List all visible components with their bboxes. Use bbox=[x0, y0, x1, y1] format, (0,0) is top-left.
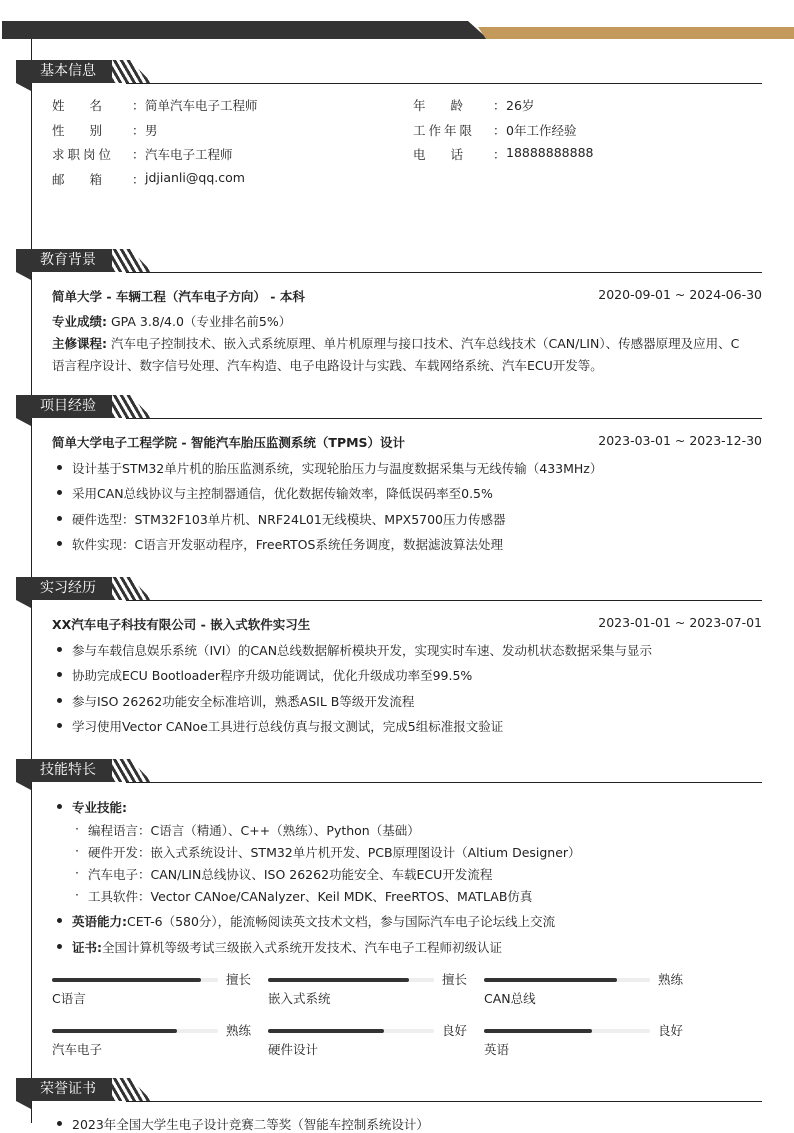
internship-title: XX汽车电子科技有限公司 - 嵌入式软件实习生 bbox=[52, 617, 311, 632]
skill-fill bbox=[484, 1029, 592, 1033]
education-date: 2020-09-01 ~ 2024-06-30 bbox=[598, 287, 762, 302]
email-value: jdjianli@qq.com bbox=[145, 170, 245, 185]
project-org: 简单大学电子工程学院 bbox=[52, 435, 178, 450]
section-title: 实习经历 bbox=[16, 577, 116, 600]
gender-label: 性 别 bbox=[52, 123, 103, 138]
courses-line bbox=[52, 334, 739, 352]
cert-line bbox=[72, 938, 502, 956]
cert-value: 全国计算机等级考试三级嵌入式系统开发技术、汽车电子工程师初级认证 bbox=[102, 940, 503, 955]
name-value: 简单汽车电子工程师 bbox=[145, 98, 258, 113]
fold-decoration bbox=[16, 272, 31, 280]
stripes-decoration bbox=[112, 249, 154, 272]
stripes-decoration bbox=[112, 759, 154, 782]
skill-name: 汽车电子 bbox=[52, 1042, 103, 1057]
skill-fill bbox=[52, 978, 201, 982]
skill-name: CAN总线 bbox=[484, 991, 536, 1006]
skill-track bbox=[52, 1029, 218, 1033]
email-label: 邮 箱 bbox=[52, 172, 103, 187]
skill-level: 擅长 bbox=[226, 972, 252, 987]
skill-fill bbox=[52, 1029, 177, 1033]
colon: ： bbox=[493, 147, 506, 162]
gpa-label: 专业成绩: bbox=[52, 314, 107, 329]
colon: ： bbox=[493, 123, 506, 138]
skill-bar-item bbox=[268, 1021, 468, 1061]
skill-track bbox=[484, 1029, 650, 1033]
project-date: 2023-03-01 ~ 2023-12-30 bbox=[598, 433, 762, 448]
role: 嵌入式软件实习生 bbox=[210, 617, 311, 632]
skill-bar-item bbox=[484, 970, 684, 1010]
divider bbox=[126, 272, 762, 273]
section-title: 荣誉证书 bbox=[16, 1078, 116, 1101]
age-label: 年 龄 bbox=[413, 98, 464, 113]
years-label: 工作年限 bbox=[413, 123, 476, 138]
skill-bar-item bbox=[52, 1021, 252, 1061]
skill-track bbox=[268, 978, 434, 982]
colon: ： bbox=[132, 123, 145, 138]
section-title: 教育背景 bbox=[16, 249, 116, 272]
list-item: 参与ISO 26262功能安全标准培训，熟悉ASIL B等级开发流程 bbox=[72, 694, 415, 709]
section-header-skills bbox=[16, 759, 762, 789]
section-title: 项目经验 bbox=[16, 395, 116, 418]
sub-item: · 汽车电子：CAN/LIN总线协议、ISO 26262功能安全、车载ECU开发流程 bbox=[88, 865, 492, 883]
skill-name: 英语 bbox=[484, 1042, 510, 1057]
skill-track bbox=[52, 978, 218, 982]
school: 简单大学 bbox=[52, 289, 103, 304]
cert-label: 证书: bbox=[72, 940, 102, 955]
age-value: 26岁 bbox=[506, 98, 535, 113]
gpa-line bbox=[52, 312, 291, 330]
gender-value: 男 bbox=[145, 123, 158, 138]
divider bbox=[126, 600, 762, 601]
skill-level: 熟练 bbox=[658, 972, 684, 987]
skill-track bbox=[268, 1029, 434, 1033]
colon: ： bbox=[132, 98, 145, 113]
job-value: 汽车电子工程师 bbox=[145, 147, 233, 162]
list-item: 参与车载信息娱乐系统（IVI）的CAN总线数据解析模块开发，实现实时车速、发动机状态数据采集与显示 bbox=[72, 643, 653, 658]
gpa-value: GPA 3.8/4.0（专业排名前5%） bbox=[110, 314, 292, 329]
fold-decoration bbox=[16, 782, 31, 790]
education-title: 简单大学 - 车辆工程（汽车电子方向） - 本科 bbox=[52, 289, 305, 304]
divider bbox=[126, 418, 762, 419]
colon: ： bbox=[132, 172, 145, 187]
stripes-decoration bbox=[112, 395, 154, 418]
skill-name: 硬件设计 bbox=[268, 1042, 319, 1057]
section-title: 基本信息 bbox=[16, 60, 116, 83]
english-label: 英语能力: bbox=[72, 914, 127, 929]
list-item: 2023年全国大学生电子设计竞赛二等奖（智能车控制系统设计） bbox=[72, 1117, 429, 1132]
name-label: 姓 名 bbox=[52, 98, 103, 113]
section-header-education bbox=[16, 249, 762, 279]
internship-date: 2023-01-01 ~ 2023-07-01 bbox=[598, 615, 762, 630]
divider bbox=[126, 1101, 762, 1102]
skill-bar-item bbox=[52, 970, 252, 1010]
company: XX汽车电子科技有限公司 bbox=[52, 617, 197, 632]
top-banner-dark bbox=[2, 21, 488, 39]
top-banner-gold bbox=[478, 27, 794, 39]
skill-level: 熟练 bbox=[226, 1023, 252, 1038]
courses-line-2: 语言程序设计、数字信号处理、汽车构造、电子电路设计与实践、车载网络系统、汽车ECU开发等。 bbox=[52, 358, 603, 373]
skill-fill bbox=[484, 978, 617, 982]
list-item: 协助完成ECU Bootloader程序升级功能调试，优化升级成功率至99.5% bbox=[72, 668, 473, 683]
colon: ： bbox=[493, 98, 506, 113]
fold-decoration bbox=[16, 418, 31, 426]
stripes-decoration bbox=[112, 60, 154, 83]
stripes-decoration bbox=[112, 1078, 154, 1101]
list-item: 设计基于STM32单片机的胎压监测系统，实现轮胎压力与温度数据采集与无线传输（433MHz） bbox=[72, 461, 603, 476]
english-value: CET-6（580分），能流畅阅读英文技术文档，参与国际汽车电子论坛线上交流 bbox=[127, 914, 556, 929]
list-item: 学习使用Vector CANoe工具进行总线仿真与报文测试，完成5组标准报文验证 bbox=[72, 719, 504, 734]
skill-level: 良好 bbox=[658, 1023, 684, 1038]
sub-item: · 编程语言：C语言（精通）、C++（熟练）、Python（基础） bbox=[88, 821, 420, 839]
skill-bar-item bbox=[484, 1021, 684, 1061]
stripes-decoration bbox=[112, 577, 154, 600]
section-header-honors bbox=[16, 1078, 762, 1108]
skill-track bbox=[484, 978, 650, 982]
sub-item: · 工具软件：Vector CANoe/CANalyzer、Keil MDK、FreeRTOS、MATLAB仿真 bbox=[88, 887, 532, 905]
section-header-project bbox=[16, 395, 762, 425]
fold-decoration bbox=[16, 83, 31, 91]
skill-level: 擅长 bbox=[442, 972, 468, 987]
fold-decoration bbox=[16, 1101, 31, 1109]
divider bbox=[126, 83, 762, 84]
phone-value: 18888888888 bbox=[506, 145, 594, 160]
english-line bbox=[72, 912, 555, 930]
courses-value: 汽车电子控制技术、嵌入式系统原理、单片机原理与接口技术、汽车总线技术（CAN/LIN）、传感器原理及应用、C bbox=[110, 336, 740, 351]
sub-item: · 硬件开发：嵌入式系统设计、STM32单片机开发、PCB原理图设计（Altium Designer） bbox=[88, 843, 581, 861]
phone-label: 电 话 bbox=[413, 147, 464, 162]
list-item: 硬件选型：STM32F103单片机、NRF24L01无线模块、MPX5700压力传感器 bbox=[72, 512, 506, 527]
degree: 本科 bbox=[279, 289, 305, 304]
fold-decoration bbox=[16, 600, 31, 608]
skill-name: C语言 bbox=[52, 991, 86, 1006]
section-title: 技能特长 bbox=[16, 759, 116, 782]
skill-level: 良好 bbox=[442, 1023, 468, 1038]
colon: ： bbox=[132, 147, 145, 162]
list-item: 软件实现：C语言开发驱动程序，FreeRTOS系统任务调度，数据滤波算法处理 bbox=[72, 537, 503, 552]
skill-bar-item bbox=[268, 970, 468, 1010]
project-name: 智能汽车胎压监测系统（TPMS）设计 bbox=[190, 435, 406, 450]
section-header-internship bbox=[16, 577, 762, 607]
job-label: 求职岗位 bbox=[52, 147, 115, 162]
project-title: 简单大学电子工程学院 - 智能汽车胎压监测系统（TPMS）设计 bbox=[52, 435, 406, 450]
years-value: 0年工作经验 bbox=[506, 123, 577, 138]
courses-label: 主修课程: bbox=[52, 336, 107, 351]
section-header-basic bbox=[16, 60, 762, 90]
list-item: 采用CAN总线协议与主控制器通信，优化数据传输效率，降低误码率至0.5% bbox=[72, 486, 493, 501]
pro-skills-label: 专业技能: bbox=[72, 800, 127, 815]
skill-name: 嵌入式系统 bbox=[268, 991, 331, 1006]
skill-fill bbox=[268, 1029, 384, 1033]
divider bbox=[126, 782, 762, 783]
major: 车辆工程（汽车电子方向） bbox=[115, 289, 266, 304]
skill-fill bbox=[268, 978, 409, 982]
